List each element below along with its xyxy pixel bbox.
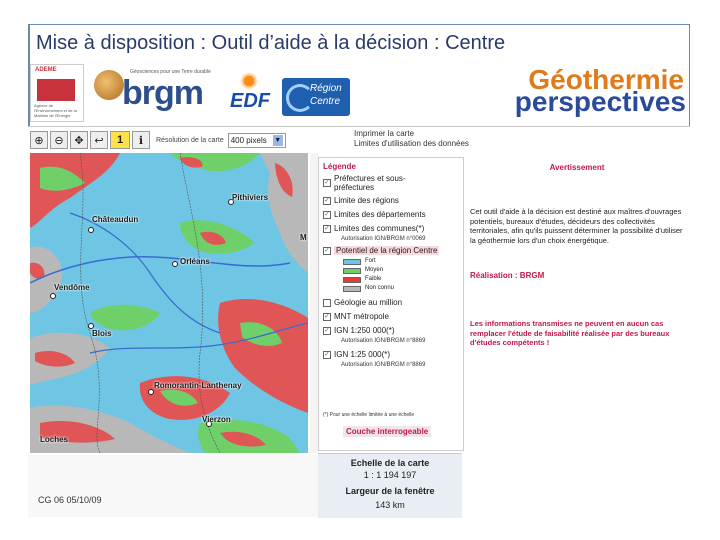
legend-item-departements[interactable]: ✓ Limites des départements: [324, 210, 426, 219]
map-scrollbar[interactable]: [310, 153, 318, 453]
legend-item-regions[interactable]: ✓ Limite des régions: [324, 196, 399, 205]
checkbox[interactable]: ✓: [324, 224, 330, 232]
warning-title: Avertissement: [549, 163, 605, 172]
slide-title: Mise à disposition : Outil d’aide à la décision : Centre: [36, 32, 506, 54]
city-label-romorantin: Romorantin-Lanthenay: [154, 381, 242, 390]
authorization-note: Autorisation IGN/BRGM n°0069: [341, 236, 426, 242]
pan-icon[interactable]: ✥: [70, 131, 88, 149]
legend-item-potentiel[interactable]: ✓ Potentiel de la région Centre: [324, 246, 438, 255]
app-bottom-area: [28, 455, 318, 517]
region-centre-logo: Région Centre: [282, 78, 350, 116]
realisation-credit: Réalisation : BRGM: [470, 271, 545, 280]
width-value: 143 km: [375, 500, 405, 510]
scale-heading: Echelle de la carte: [350, 458, 430, 468]
checkbox[interactable]: ✓: [324, 326, 330, 334]
print-map-link[interactable]: Imprimer la carte: [354, 129, 415, 138]
web-app-screenshot: [28, 126, 690, 517]
checkbox[interactable]: ✓: [324, 179, 330, 186]
resolution-select[interactable]: 400 pixels ▼: [228, 133, 286, 148]
queryable-layer-button[interactable]: Couche interrogeable: [343, 426, 431, 437]
city-label-chateaudun: Châteaudun: [92, 215, 139, 224]
slide-footer: CG 06 05/10/09: [38, 495, 102, 505]
legend-item-ign250[interactable]: ✓ IGN 1:250 000(*): [324, 326, 395, 335]
city-label-vendome: Vendôme: [54, 283, 90, 292]
checkbox[interactable]: ✓: [324, 210, 330, 218]
swatch-faible: [343, 277, 361, 283]
city-label-partial: M: [300, 233, 307, 242]
measure-icon[interactable]: ↩: [90, 131, 108, 149]
geothermie-logo-line2: perspectives: [514, 86, 686, 117]
swatch-moyen: [343, 268, 361, 274]
zoom-out-icon[interactable]: ⊖: [50, 131, 68, 149]
legend-item-geologie[interactable]: Géologie au million: [323, 298, 402, 307]
legend-item-communes[interactable]: ✓ Limites des communes(*): [324, 224, 425, 233]
authorization-note: Autorisation IGN/BRGM n°8869: [341, 362, 426, 368]
city-marker: [88, 227, 94, 233]
zoom-in-icon[interactable]: ⊕: [30, 131, 48, 149]
city-marker: [50, 293, 56, 299]
legend-panel: Légende ✓ Préfectures et sous-préfectures ✓ Limite des régions ✓ Limites des départements ✓ Limites des communes(*) Autorisation IGN/BRGM n°0069 ✓ Potentiel de la région Centre Fort Moyen Faible Non connu Géologie au million ✓ MNT métropole ✓ IGN 1:250 000(*) Autorisation IGN/BRGM n°8869 ✓ IGN 1:25 000(*) Autorisation IGN/BRGM n°8869 (*) Pour une échelle limitée à une échelle Couche interrogeable: [318, 157, 464, 451]
resolution-label: Résolution de la carte: [156, 136, 224, 144]
scale-box: [318, 453, 462, 518]
authorization-note: Autorisation IGN/BRGM n°8869: [341, 338, 426, 344]
data-limits-link[interactable]: Limites d'utilisation des données: [354, 139, 469, 148]
city-label-loches: Loches: [40, 435, 69, 444]
swatch-fort: [343, 259, 361, 265]
city-label-blois: Blois: [92, 329, 112, 338]
city-label-orleans: Orléans: [180, 257, 210, 266]
legend-footnote: (*) Pour une échelle limitée à une échelle: [323, 412, 415, 418]
swatch-non-connu: [343, 286, 361, 292]
checkbox[interactable]: ✓: [324, 196, 330, 204]
edf-logo: EDF: [230, 72, 270, 118]
map-view[interactable]: [30, 153, 308, 453]
checkbox[interactable]: [323, 299, 331, 307]
city-label-vierzon: Vierzon: [202, 415, 231, 424]
scale-value: 1 : 1 194 197: [363, 470, 417, 480]
city-label-pithiviers: Pithiviers: [232, 193, 269, 202]
warning-panel: [466, 157, 688, 457]
ademe-logo: ADEME Agence de l'Environnement et de la Maîtrise de l'Énergie: [30, 64, 84, 122]
warning-disclaimer: Les informations transmises ne peuvent en aucun cas remplacer l'étude de faisabilité réalisée par des bureaux d'études compétents !: [470, 319, 670, 347]
logo-bar: [30, 62, 690, 120]
full-extent-button[interactable]: 1: [110, 131, 130, 149]
checkbox[interactable]: ✓: [324, 312, 330, 320]
city-marker: [172, 261, 178, 267]
brgm-logo: Géosciences pour une Terre durable brgm: [94, 68, 224, 118]
legend-item-prefectures[interactable]: ✓ Préfectures et sous-préfectures: [324, 174, 406, 192]
legend-item-mnt[interactable]: ✓ MNT métropole: [324, 312, 389, 321]
geothermie-logo-line1: Géothermie: [528, 64, 684, 95]
info-icon[interactable]: ℹ: [132, 131, 150, 149]
map-links: [354, 129, 469, 149]
map-toolbar: [30, 129, 292, 151]
checkbox[interactable]: ✓: [324, 350, 330, 358]
width-heading: Largeur de la fenêtre: [345, 486, 435, 496]
legend-item-ign25[interactable]: ✓ IGN 1:25 000(*): [324, 350, 391, 359]
chevron-down-icon: ▼: [274, 136, 282, 144]
warning-text: Cet outil d'aide à la décision est destiné aux maîtres d'ouvrages potentiels, bureaux d'études, décideurs des collectivités territoriales, afin qu'ils puissent déterminer la possibilité d'utiliser la géothermie lors d'un choix énergétique.: [470, 207, 683, 245]
legend-title: Légende: [323, 162, 356, 171]
checkbox[interactable]: ✓: [324, 246, 330, 254]
